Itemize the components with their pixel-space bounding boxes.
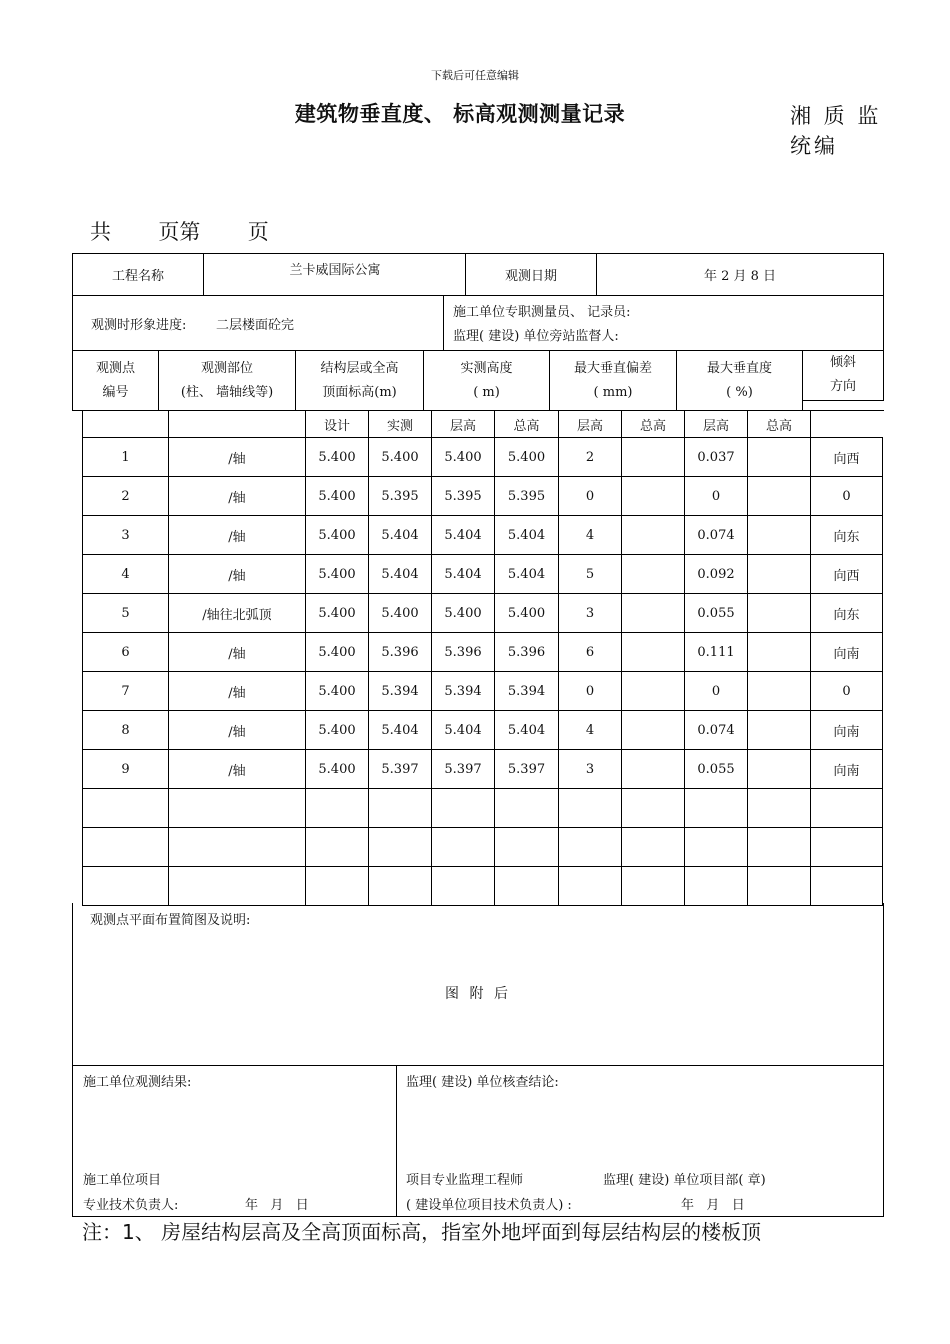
page-label: 页第 [158,220,201,244]
cell-floor-h: 5.397 [432,750,495,789]
cell-loc: /轴 [169,516,306,555]
cell-actual: 5.397 [369,750,432,789]
table-row [83,555,883,594]
cell-actual [369,828,432,867]
cell-dir: 0 [811,672,883,711]
cell-vert-floor: 0.037 [685,438,748,477]
supervisor-conclusion-label: 监理( 建设) 单位核查结论: [406,1075,559,1090]
cell-dir: 0 [811,477,883,516]
cell-no [83,828,169,867]
cell-vert-floor: 0 [685,672,748,711]
supervisor-attendant-label: 监理( 建设) 单位旁站监督人: [453,328,619,344]
cell-design [306,789,369,828]
table-row [83,516,883,555]
date-label: 观测日期 [465,254,597,295]
header-progress-row [72,296,884,351]
cell-loc [169,867,306,906]
contractor-result-label: 施工单位观测结果: [83,1075,192,1090]
cell-floor-h [432,828,495,867]
table-row [83,672,883,711]
cell-no: 6 [83,633,169,672]
cell-dev-total [622,555,685,594]
cell-no: 8 [83,711,169,750]
cell-dev-total [622,828,685,867]
cell-total-h [495,789,559,828]
cell-dev-floor: 0 [559,672,622,711]
column-header-row [72,350,884,411]
cell-total-h: 5.404 [495,516,559,555]
cell-dev-floor: 3 [559,750,622,789]
cell-vert-total [748,867,811,906]
engineer-label: 项目专业监理工程师 [406,1173,524,1188]
cell-actual: 5.400 [369,438,432,477]
sub-header-dev-total: 总高 [622,411,685,438]
cell-no: 5 [83,594,169,633]
cell-design: 5.400 [306,594,369,633]
cell-dev-total [622,633,685,672]
plan-section [72,903,884,1066]
col-direction: 倾斜 方向 [803,350,884,401]
cell-vert-total [748,789,811,828]
table-row [83,750,883,789]
cell-dev-total [622,789,685,828]
cell-total-h: 5.404 [495,711,559,750]
cell-dir: 向东 [811,594,883,633]
cell-loc: /轴 [169,555,306,594]
cell-total-h: 5.400 [495,438,559,477]
cell-actual: 5.395 [369,477,432,516]
measurement-table [82,410,883,906]
cell-vert-floor: 0.092 [685,555,748,594]
page-counter [90,216,269,246]
cell-loc: /轴 [169,633,306,672]
cell-vert-floor: 0.111 [685,633,748,672]
cell-vert-total [748,477,811,516]
cell-dev-floor [559,867,622,906]
cell-vert-floor [685,789,748,828]
table-row [83,594,883,633]
table-row [83,867,883,906]
cell-total-h: 5.404 [495,555,559,594]
table-row [83,789,883,828]
cell-loc [169,789,306,828]
cell-design: 5.400 [306,672,369,711]
col-max-deviation: 最大垂直偏差 ( mm) [550,351,677,410]
cell-actual: 5.400 [369,594,432,633]
cell-loc: /轴 [169,711,306,750]
cell-loc [169,828,306,867]
table-row [83,633,883,672]
cell-dev-floor: 4 [559,711,622,750]
surveyor-label: 施工单位专职测量员、 记录员: [453,304,631,320]
col-max-verticality: 最大垂直度 ( %) [677,351,803,410]
cell-vert-floor [685,828,748,867]
cell-loc: /轴往北弧顶 [169,594,306,633]
project-name-value: 兰卡威国际公寓 [289,262,381,278]
cell-dir: 向南 [811,633,883,672]
cell-dev-total [622,672,685,711]
cell-actual: 5.396 [369,633,432,672]
cell-total-h: 5.395 [495,477,559,516]
cell-actual: 5.394 [369,672,432,711]
cell-actual: 5.404 [369,555,432,594]
cell-floor-h: 5.404 [432,711,495,750]
cell-dir: 向西 [811,438,883,477]
cell-dir: 向南 [811,711,883,750]
cell-no: 3 [83,516,169,555]
cell-design: 5.400 [306,750,369,789]
col-design-height: 结构层或全高 顶面标高(m) [296,351,424,410]
cell-total-h: 5.397 [495,750,559,789]
cell-floor-h [432,789,495,828]
cell-dev-total [622,477,685,516]
cell-dev-total [622,438,685,477]
cell-loc: /轴 [169,672,306,711]
cell-dev-total [622,867,685,906]
contractor-sign-line-1: 施工单位项目 [83,1173,162,1188]
results-section [72,1065,884,1217]
cell-dir: 向南 [811,750,883,789]
cell-actual: 5.404 [369,516,432,555]
sub-header-vert-total: 总高 [748,411,811,438]
sub-header-floor-height: 层高 [432,411,495,438]
cell-floor-h: 5.400 [432,594,495,633]
cell-design: 5.400 [306,555,369,594]
cell-vert-total [748,555,811,594]
cell-design [306,867,369,906]
dept-seal-label: 监理( 建设) 单位项目部( 章) [603,1173,766,1188]
progress-label: 观测时形象进度: [91,317,187,333]
cell-dir: 向西 [811,555,883,594]
cell-no: 4 [83,555,169,594]
cell-dev-floor: 5 [559,555,622,594]
cell-dev-total [622,750,685,789]
cell-loc: /轴 [169,477,306,516]
cell-dir [811,828,883,867]
cell-dev-total [622,711,685,750]
cell-vert-total [748,711,811,750]
col-actual-height: 实测高度 ( m) [424,351,550,410]
sub-header-row [83,411,883,438]
cell-floor-h: 5.396 [432,633,495,672]
top-note: 下载后可任意编辑 [431,69,519,82]
project-name-label: 工程名称 [73,254,204,295]
cell-design: 5.400 [306,516,369,555]
cell-total-h: 5.400 [495,594,559,633]
cell-dev-floor: 2 [559,438,622,477]
sub-header-dev-floor: 层高 [559,411,622,438]
plan-label: 观测点平面布置简图及说明: [90,913,251,928]
cell-vert-floor: 0.055 [685,750,748,789]
cell-vert-total [748,594,811,633]
sub-header-design: 设计 [306,411,369,438]
cell-dir [811,867,883,906]
sub-header-vert-floor: 层高 [685,411,748,438]
cell-vert-floor [685,867,748,906]
cell-vert-total [748,516,811,555]
cell-total-h: 5.394 [495,672,559,711]
cell-actual [369,789,432,828]
cell-total-h [495,867,559,906]
cell-floor-h [432,867,495,906]
cell-dev-floor: 4 [559,516,622,555]
cell-no [83,789,169,828]
cell-vert-total [748,672,811,711]
cell-actual: 5.404 [369,711,432,750]
sub-header-actual: 实测 [369,411,432,438]
table-row [83,828,883,867]
cell-vert-total [748,633,811,672]
cell-floor-h: 5.404 [432,555,495,594]
date-value: 年 2 月 8 日 [703,269,777,284]
cell-dev-floor: 3 [559,594,622,633]
cell-floor-h: 5.394 [432,672,495,711]
cell-no: 1 [83,438,169,477]
cell-floor-h: 5.404 [432,516,495,555]
col-location: 观测部位 (柱、 墙轴线等) [159,351,296,410]
cell-dev-floor: 0 [559,477,622,516]
cell-loc: /轴 [169,750,306,789]
cell-design: 5.400 [306,711,369,750]
cell-dev-floor [559,789,622,828]
cell-dev-total [622,516,685,555]
cell-dev-floor: 6 [559,633,622,672]
cell-total-h: 5.396 [495,633,559,672]
cell-vert-total [748,750,811,789]
cell-design: 5.400 [306,633,369,672]
cell-design: 5.400 [306,438,369,477]
table-row [83,438,883,477]
cell-no: 7 [83,672,169,711]
cell-dev-floor [559,828,622,867]
contractor-sign-line-2: 专业技术负责人: [83,1198,179,1213]
progress-value: 二层楼面砼完 [216,317,295,333]
cell-dir: 向东 [811,516,883,555]
cell-no [83,867,169,906]
cell-design: 5.400 [306,477,369,516]
cell-no: 2 [83,477,169,516]
table-row [83,477,883,516]
cell-vert-total [748,828,811,867]
cell-dir [811,789,883,828]
sub-header-total-height: 总高 [495,411,559,438]
engineer-label-2: ( 建设单位项目技术负责人) : [406,1198,572,1213]
cell-loc: /轴 [169,438,306,477]
cell-actual [369,867,432,906]
supervisor-date: 年 月 日 [681,1198,745,1213]
cell-no: 9 [83,750,169,789]
cell-vert-floor: 0.074 [685,516,748,555]
table-row [83,711,883,750]
cell-design [306,828,369,867]
page-title: 建筑物垂直度、 标高观测测量记录 [294,102,626,126]
col-point-no: 观测点 编号 [73,351,159,410]
cell-total-h [495,828,559,867]
cell-vert-floor: 0 [685,477,748,516]
cell-floor-h: 5.395 [432,477,495,516]
plan-note: 图 附 后 [445,986,511,1002]
form-code: 湘 质 监 统编 [790,104,882,158]
footnote: 注：1、 房屋结构层高及全高顶面标高，指室外地坪面到每层结构层的楼板顶 [82,1220,762,1244]
cell-vert-total [748,438,811,477]
page-end-label: 页 [247,220,269,244]
cell-vert-floor: 0.055 [685,594,748,633]
header-project-row [72,253,884,296]
cell-floor-h: 5.400 [432,438,495,477]
cell-vert-floor: 0.074 [685,711,748,750]
total-pages-label: 共 [90,220,111,244]
cell-dev-total [622,594,685,633]
contractor-date: 年 月 日 [245,1198,309,1213]
